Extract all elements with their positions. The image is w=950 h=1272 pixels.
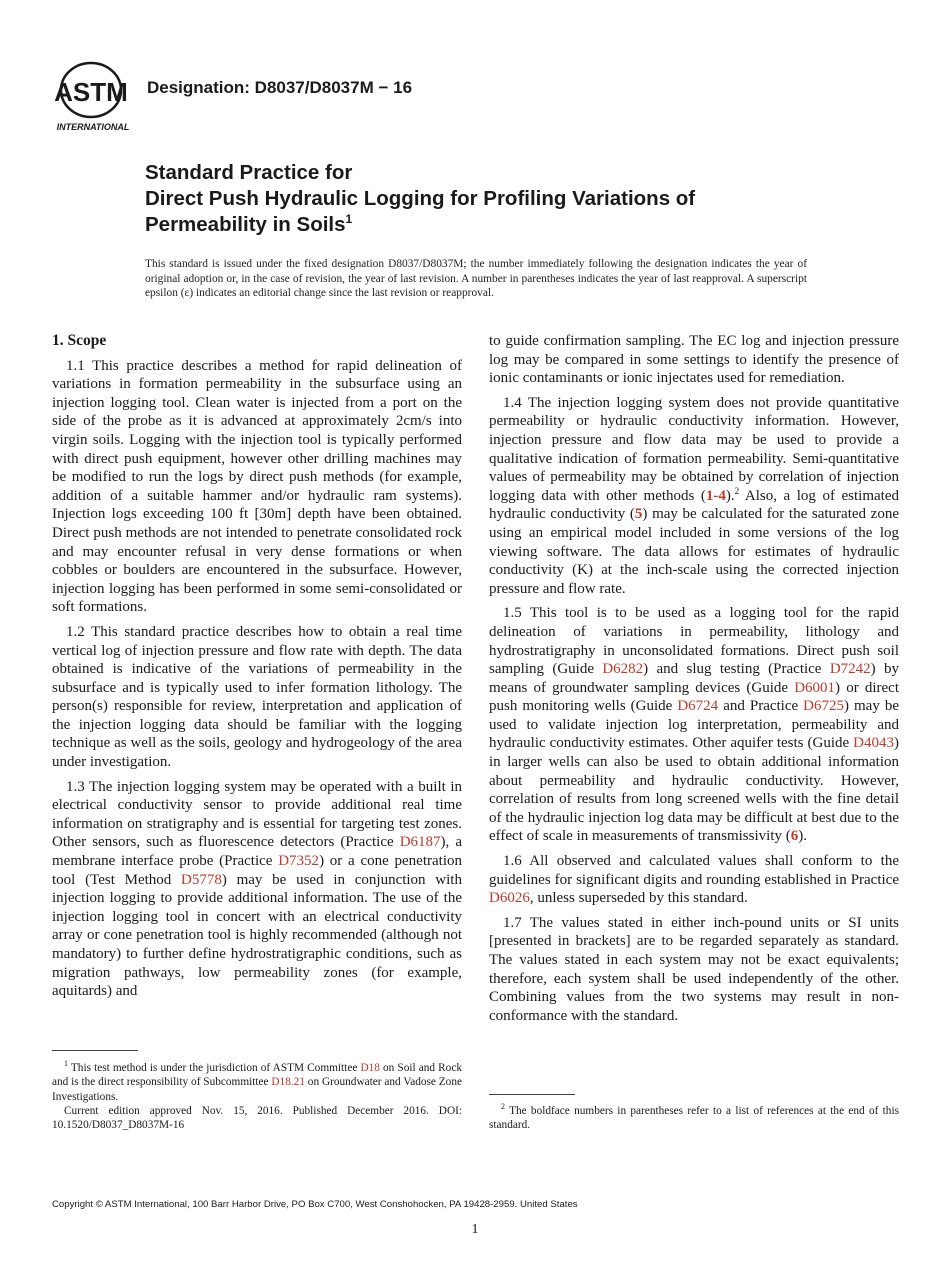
text-span: on Groundwater and Vadose Zone Investigations. xyxy=(52,1076,462,1103)
paragraph-1-1: 1.1 This practice describes a method for rapid delineation of variations in formation permeability in the subsurface using an injection logging tool. Clean water is injected from a port on the side of the probe as it is advanced at approximately 2cm/s into virgin soils. Logging with the injection tool is typically performed with direct push equipment, however other drilling machines may be modified to run the logs by direct push methods (for example, addition of a suitable hammer and/or hydraulic ram systems). Injection logs exceeding 100 ft [30m] depth have been obtained. Direct push methods are not intended to penetrate consolidated rock and may encounter refusal in very dense formations or when cobbles or boulders are encountered in the subsurface. However, injection logging has been performed in some semi-consolidated or soft formations. xyxy=(52,357,462,616)
title-line-2: Direct Push Hydraulic Logging for Profiling Variations of xyxy=(145,187,696,210)
link-d5778[interactable]: D5778 xyxy=(181,871,222,888)
text-span: ) or a cone penetration tool (Test Method xyxy=(52,853,462,888)
link-d18-21[interactable]: D18.21 xyxy=(271,1076,305,1089)
text-span: ) or direct push monitoring wells (Guide xyxy=(489,679,899,715)
link-d6724[interactable]: D6724 xyxy=(677,698,719,715)
text-span: Also, a log of estimated hydraulic conductivity ( xyxy=(489,487,899,523)
title-footnote-mark: 1 xyxy=(345,212,353,226)
text-span: ) and slug testing (Practice xyxy=(643,661,830,678)
text-span: 1.6 All observed and calculated values shall conform to the guidelines for significant digits and rounding established in Practice xyxy=(489,853,899,888)
footnote-2-mark: 2 xyxy=(501,1102,505,1111)
paragraph-1-5 xyxy=(489,604,899,846)
text-span: 1.3 The injection logging system may be operated with a built in electrical conductivity sensor to provide additional real time information on stratigraphy and is essential for targeting test zones. Other sensors, such as fluorescence detectors (Practice xyxy=(52,778,462,851)
left-column xyxy=(52,332,462,1007)
text-span: ) may be used to validate injection log interpretation, permeability and hydraulic conductivity estimates. Other aquifer tests (Guide xyxy=(489,698,900,752)
text-span: ) may be used in conjunction with injection logging to provide additional information. The use of the injection logging tool in concert with an electrical conductivity array or cone penetration tool is highly recommended (although not mandatory) to further define hydrostratigraphic conditions, such as migration pathways, low permeability zones (for example, aquitards) and xyxy=(52,871,462,1000)
link-d7242[interactable]: D7242 xyxy=(829,661,871,678)
title-line-3 xyxy=(145,212,845,238)
link-d6001[interactable]: D6001 xyxy=(794,679,836,696)
standard-notice: This standard is issued under the fixed designation D8037/D8037M; the number immediately following the designation indicates the year of original adoption or, in the case of revision, the year of last revision. A number in parentheses indicates the year of last reapproval. A superscript epsilon (ε) indicates an editorial change since the last revision or reapproval. xyxy=(145,258,807,299)
footnote-2-text xyxy=(489,1104,899,1133)
footnote-1 xyxy=(52,1061,462,1132)
paragraph-1-4 xyxy=(489,394,899,599)
footnote-2 xyxy=(489,1104,899,1133)
text-span: and Practice xyxy=(718,698,804,715)
text-span: on Soil and Rock and is the direct responsibility of Subcommittee xyxy=(52,1062,462,1089)
text-span: ), a membrane interface probe (Practice xyxy=(52,834,463,870)
text-span: 1.4 The injection logging system does not provide quantitative permeability or hydraulic conductivity information. However, injection pressure and flow data may be used to provide a qualitative indication of formation permeability. Semi-quantitative values of permeability may be obtained by correlation of injection logging data with other methods ( xyxy=(489,394,899,504)
right-column xyxy=(489,332,899,1031)
footnote-1-edition: Current edition approved Nov. 15, 2016. Published December 2016. DOI: 10.1520/D8037_D8037M-16 xyxy=(52,1104,462,1132)
paragraph-1-2: 1.2 This standard practice describes how to obtain a real time vertical log of injection pressure and flow rate with depth. The data obtained is indicative of the variations of permeability in the subsurface and is typically used to infer formation lithology. The person(s) responsible for review, interpretation and application of the injection logging data should be familiar with the logging technique as well as the soils, geology and hydrogeology of the area under investigation. xyxy=(52,623,462,771)
text-span: ). xyxy=(725,487,735,504)
ref-number-6[interactable]: 6 xyxy=(790,828,799,845)
astm-logo xyxy=(52,56,134,134)
text-span: ) may be calculated for the saturated zone using an empirical model included in some versions of the log viewing software. The data allows for estimates of hydraulic conductivity (K) at the inch-scale using the corrected injection pressure and flow rate. xyxy=(489,506,899,597)
link-d6725[interactable]: D6725 xyxy=(803,698,845,715)
document-title xyxy=(145,160,845,238)
logo-text: ASTM xyxy=(54,77,128,107)
page-number: 1 xyxy=(471,1222,479,1237)
ref-number-1-4[interactable]: 1-4 xyxy=(705,487,726,504)
paragraph-1-3-continued: to guide confirmation sampling. The EC log and injection pressure log may be compared in some settings to identify the presence of ionic contaminants or ionic injectates used for remediation. xyxy=(489,333,899,387)
title-line-3-text: Permeability in Soils xyxy=(145,213,346,236)
section-heading-scope: 1. Scope xyxy=(52,332,107,349)
text-span: The boldface numbers in parentheses refer to a list of references at the end of this standard. xyxy=(489,1105,899,1132)
link-d18[interactable]: D18 xyxy=(360,1062,380,1074)
paragraph-1-6 xyxy=(489,852,899,908)
logo-subtext: INTERNATIONAL xyxy=(56,122,130,132)
paragraph-1-7: 1.7 The values stated in either inch-pound units or SI units [presented in brackets] are to be regarded separately as standard. The values stated in each system may not be exact equivalents; therefore, each system shall be used independently of the other. Combining values from the two systems may result in non-conformance with the standard. xyxy=(489,914,899,1024)
title-line-1: Standard Practice for xyxy=(145,161,353,184)
text-span: This test method is under the jurisdiction of ASTM Committee xyxy=(68,1062,361,1074)
text-span: ) by means of groundwater sampling devices (Guide xyxy=(489,661,899,696)
paragraph-1-3 xyxy=(52,778,462,1001)
designation: Designation: D8037/D8037M − 16 xyxy=(147,78,413,97)
text-span: ) in larger wells can also be used to obtain additional information about permeability and hydraulic conductivity. However, correlation of results from long screened wells with the fine detail of the hydraulic injection log data may be difficult at best due to the effect of scale in measurements of transmissivity ( xyxy=(489,735,899,845)
footnote-1-text xyxy=(52,1061,462,1104)
link-d6187[interactable]: D6187 xyxy=(399,834,441,851)
link-d6026[interactable]: D6026 xyxy=(489,890,530,907)
footnote-rule-left xyxy=(52,1050,138,1051)
link-d7352[interactable]: D7352 xyxy=(278,853,320,870)
text-span: ). xyxy=(798,828,807,845)
link-d6282[interactable]: D6282 xyxy=(602,661,644,678)
ref-number-5[interactable]: 5 xyxy=(634,506,643,523)
footnote-rule-right xyxy=(489,1094,575,1095)
footnote-2-mark-inline: 2 xyxy=(734,485,740,496)
link-d4043[interactable]: D4043 xyxy=(853,735,894,752)
footnote-1-mark: 1 xyxy=(64,1059,68,1068)
copyright-notice: Copyright © ASTM International, 100 Barr Harbor Drive, PO Box C700, West Conshohocken, PA 19428-2959. United States xyxy=(52,1199,578,1210)
text-span: , unless superseded by this standard. xyxy=(529,890,748,907)
text-span: 1.5 This tool is to be used as a logging tool for the rapid delineation of variations in permeability, lithology and hydrostratigraphy in unconsolidated formations. Direct push soil sampling (Guide xyxy=(489,605,899,678)
